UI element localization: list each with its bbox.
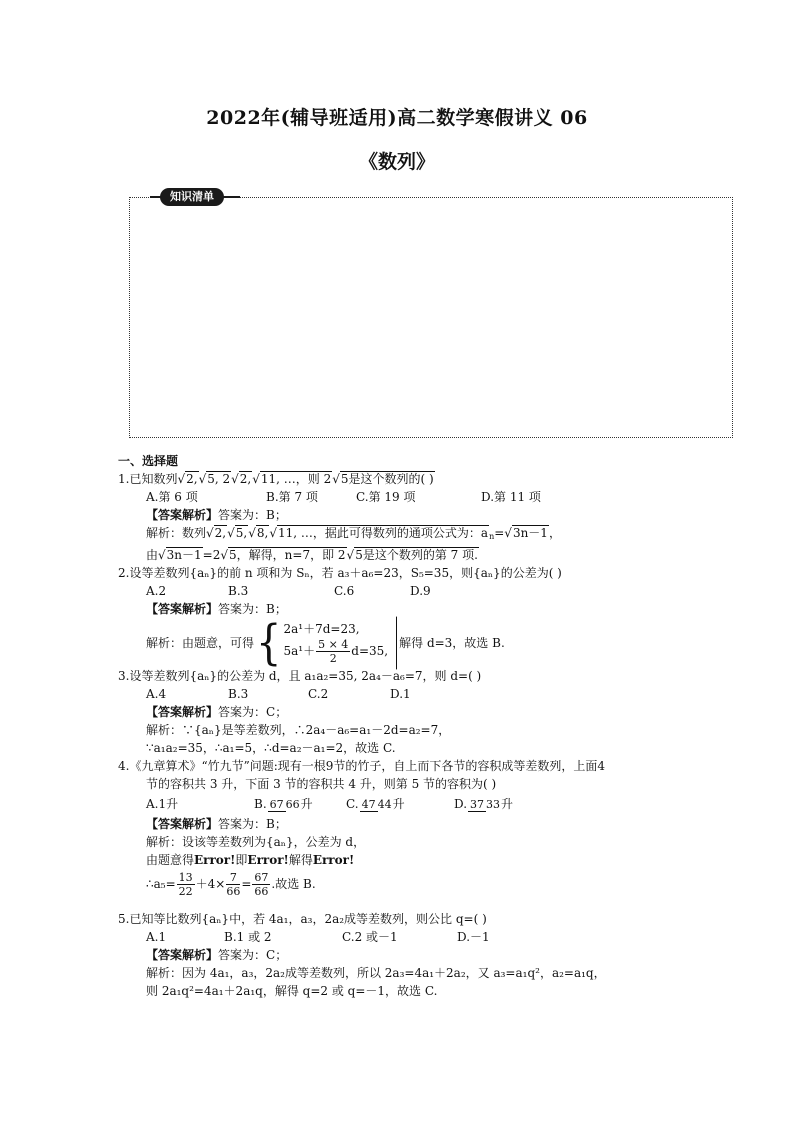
sqrt: √5是这个数列的( ) <box>332 472 434 486</box>
text: 解得 d=3，故选 B. <box>399 635 505 650</box>
sqrt: √3n－1 <box>504 526 548 540</box>
text: ∴a₅= <box>146 877 176 891</box>
option-a: A.第 6 项 <box>146 490 198 504</box>
numerator: 67 <box>254 871 269 884</box>
option-d: D.－1 <box>457 930 490 944</box>
denominator: 2 <box>329 652 337 665</box>
sqrt: √8, <box>248 526 269 540</box>
answer-tag: 【答案解析】 <box>146 508 219 522</box>
q3-explanation-2: ∵a₁a₂=35，∴a₁=5，∴d=a₂－a₁=2，故选 C. <box>146 741 396 755</box>
q4-explanation-3 <box>118 871 718 898</box>
q1-stem <box>118 470 718 488</box>
q4-options <box>118 795 718 813</box>
q5-explanation-1: 解析：因为 4a₁，a₃，2a₂成等差数列，所以 2a₃=4a₁＋2a₂，又 a₃=a₁q²，a₂=a₁q， <box>146 966 606 980</box>
sqrt: √3n－1 <box>158 548 202 562</box>
sqrt: √2, <box>177 472 198 486</box>
unit: 升 <box>501 797 514 811</box>
radicand: 5, <box>235 526 248 540</box>
q1-explanation-2 <box>118 546 718 564</box>
text: = <box>494 526 505 540</box>
unit: 升 <box>300 797 313 811</box>
fraction <box>360 798 392 812</box>
answer-text: 答案为：B； <box>218 817 287 831</box>
unit: 升 <box>392 797 405 811</box>
sqrt: √2, <box>231 472 252 486</box>
answer-text: 答案为：B； <box>218 508 287 522</box>
sqrt: √5, 2 <box>198 472 231 486</box>
equation-2 <box>283 638 388 665</box>
sqrt: √11, …，据此可得数列的通项公式为：a <box>269 526 489 540</box>
q4-explanation-1: 解析：设该等差数列为{aₙ}，公差为 d， <box>146 835 366 849</box>
q2-stem: 2.设等差数列{aₙ}的前 n 项和为 Sₙ，若 a₃＋a₆=23，S₅=35，则{aₙ}的公差为( ) <box>118 566 562 580</box>
text: = <box>241 877 252 891</box>
knowledge-box <box>129 197 733 438</box>
option-b: B.3 <box>228 687 249 701</box>
denominator: 44 <box>377 797 392 811</box>
radicand: 2, <box>186 472 198 486</box>
fraction <box>252 871 270 898</box>
option-b: B.3 <box>228 584 249 598</box>
numerator: 7 <box>226 871 240 885</box>
answer-tag: 【答案解析】 <box>146 817 219 831</box>
page-subtitle: 《数列》 <box>358 151 435 173</box>
q4-explanation-2 <box>118 851 718 869</box>
radicand: 5是这个数列的第 7 项. <box>355 548 478 562</box>
text: 由题意得 <box>146 853 195 867</box>
numerator: 5 × 4 <box>318 638 349 651</box>
option-c <box>346 795 454 813</box>
fraction <box>468 798 500 812</box>
option-b: B.1 或 2 <box>224 930 272 944</box>
right-brace-icon <box>390 616 397 669</box>
error-field: Error! <box>194 853 236 867</box>
denominator: 33 <box>486 797 501 811</box>
q1-options <box>118 488 718 506</box>
error-field: Error! <box>312 853 355 867</box>
option-a: A.4 <box>146 687 167 701</box>
option-b <box>254 795 346 813</box>
answer-tag: 【答案解析】 <box>146 705 219 719</box>
text: 解析：由题意，可得 <box>146 635 255 650</box>
sqrt: √11, …，则 2 <box>252 472 332 486</box>
text: =2 <box>202 548 221 562</box>
q3-options <box>118 685 718 703</box>
q2-answer <box>118 600 718 618</box>
answer-text: 答案为：C； <box>218 948 288 962</box>
text: ＋4× <box>195 877 226 891</box>
denominator: 66 <box>226 885 241 898</box>
answer-tag: 【答案解析】 <box>146 948 219 962</box>
fraction <box>268 798 300 812</box>
error-field: Error! <box>247 853 289 867</box>
radicand: 5, 2 <box>207 472 231 486</box>
spacer <box>118 898 718 910</box>
equation-1: 2a¹＋7d=23, <box>283 622 360 636</box>
equation-system <box>283 620 388 665</box>
option-c: C.第 19 项 <box>356 490 416 504</box>
radicand: 11, …，则 2 <box>260 472 332 486</box>
left-brace-icon: { <box>256 614 282 671</box>
option-d <box>454 795 513 813</box>
radicand: 5，解得，n=7，即 2 <box>229 548 346 562</box>
option-b: B.第 7 项 <box>266 490 318 504</box>
option-c: C.2 <box>308 687 329 701</box>
subscript: n <box>489 532 495 541</box>
denominator: 66 <box>254 885 269 898</box>
q4-stem-2: 节的容积共 3 升，下面 3 节的容积共 4 升，则第 5 节的容积为( ) <box>146 777 497 791</box>
fraction <box>226 871 240 898</box>
denominator: 66 <box>285 797 300 811</box>
q3-answer <box>118 703 718 721</box>
page-title: 2022年(辅导班适用)高二数学寒假讲义 06 <box>206 107 588 129</box>
denominator: 22 <box>178 885 193 898</box>
fraction <box>316 638 350 665</box>
q5-options <box>118 928 718 946</box>
q5-answer <box>118 946 718 964</box>
q4-stem-1: 4.《九章算术》“竹九节”问题:现有一根9节的竹子，自上而下各节的容积成等差数列，上面4 <box>118 759 606 773</box>
answer-text: 答案为：C； <box>218 705 288 719</box>
q1-answer <box>118 506 718 524</box>
option-c: C.6 <box>334 584 355 598</box>
radicand: 2, <box>214 526 227 540</box>
sqrt: √5，解得，n=7，即 2 <box>220 548 346 562</box>
q4-answer <box>118 815 718 833</box>
text: d=35, <box>351 644 389 658</box>
option-d: D.第 11 项 <box>481 490 541 504</box>
text: 解析：数列 <box>146 526 207 540</box>
text: 1.已知数列 <box>118 472 178 486</box>
label: C. <box>346 797 359 811</box>
text: 即 <box>235 853 248 867</box>
q1-explanation-1 <box>118 524 718 546</box>
section-heading: 一、选择题 <box>118 454 179 468</box>
option-a: A.1 <box>146 930 167 944</box>
radicand: 5是这个数列的( ) <box>340 472 434 486</box>
sqrt: √2, <box>206 526 227 540</box>
option-a: A.1升 <box>146 797 179 811</box>
option-c: C.2 或－1 <box>342 930 398 944</box>
q5-stem: 5.已知等比数列{aₙ}中，若 4a₁，a₃，2a₂成等差数列，则公比 q=( ) <box>118 912 487 926</box>
question-content <box>118 452 718 1000</box>
option-d: D.9 <box>410 584 431 598</box>
q2-explanation <box>118 614 718 671</box>
radicand: 8, <box>256 526 269 540</box>
label: B. <box>254 797 267 811</box>
numerator: 13 <box>178 871 193 884</box>
q5-explanation-2: 则 2a₁q²=4a₁＋2a₁q，解得 q=2 或 q=－1，故选 C. <box>146 984 438 998</box>
text: .故选 B. <box>271 877 316 891</box>
numerator: 37 <box>470 797 485 811</box>
answer-tag: 【答案解析】 <box>146 602 219 616</box>
text: 解得 <box>288 853 313 867</box>
numerator: 47 <box>361 797 376 811</box>
q2-options <box>118 582 718 600</box>
radicand: 11, …，据此可得数列的通项公式为：a <box>278 526 489 540</box>
label: D. <box>454 797 468 811</box>
option-d: D.1 <box>390 687 411 701</box>
q3-explanation-1: 解析：∵{aₙ}是等差数列，∴2a₄－a₆=a₁－2d=a₂=7， <box>146 723 451 737</box>
answer-text: 答案为：B； <box>218 602 287 616</box>
option-a: A.2 <box>146 584 167 598</box>
sqrt: √5是这个数列的第 7 项. <box>346 548 478 562</box>
knowledge-tag: 知识清单 <box>160 188 224 206</box>
numerator: 67 <box>269 797 284 811</box>
sqrt: √5, <box>227 526 248 540</box>
fraction <box>177 871 195 898</box>
q3-stem: 3.设等差数列{aₙ}的公差为 d，且 a₁a₂=35, 2a₄－a₆=7，则 d=( ) <box>118 669 482 683</box>
text: ， <box>548 526 561 540</box>
text: 5a¹＋ <box>283 644 316 658</box>
radicand: 3n－1 <box>166 548 202 562</box>
radicand: 2, <box>239 472 252 486</box>
radicand: 3n－1 <box>512 526 548 540</box>
text: 由 <box>146 548 159 562</box>
